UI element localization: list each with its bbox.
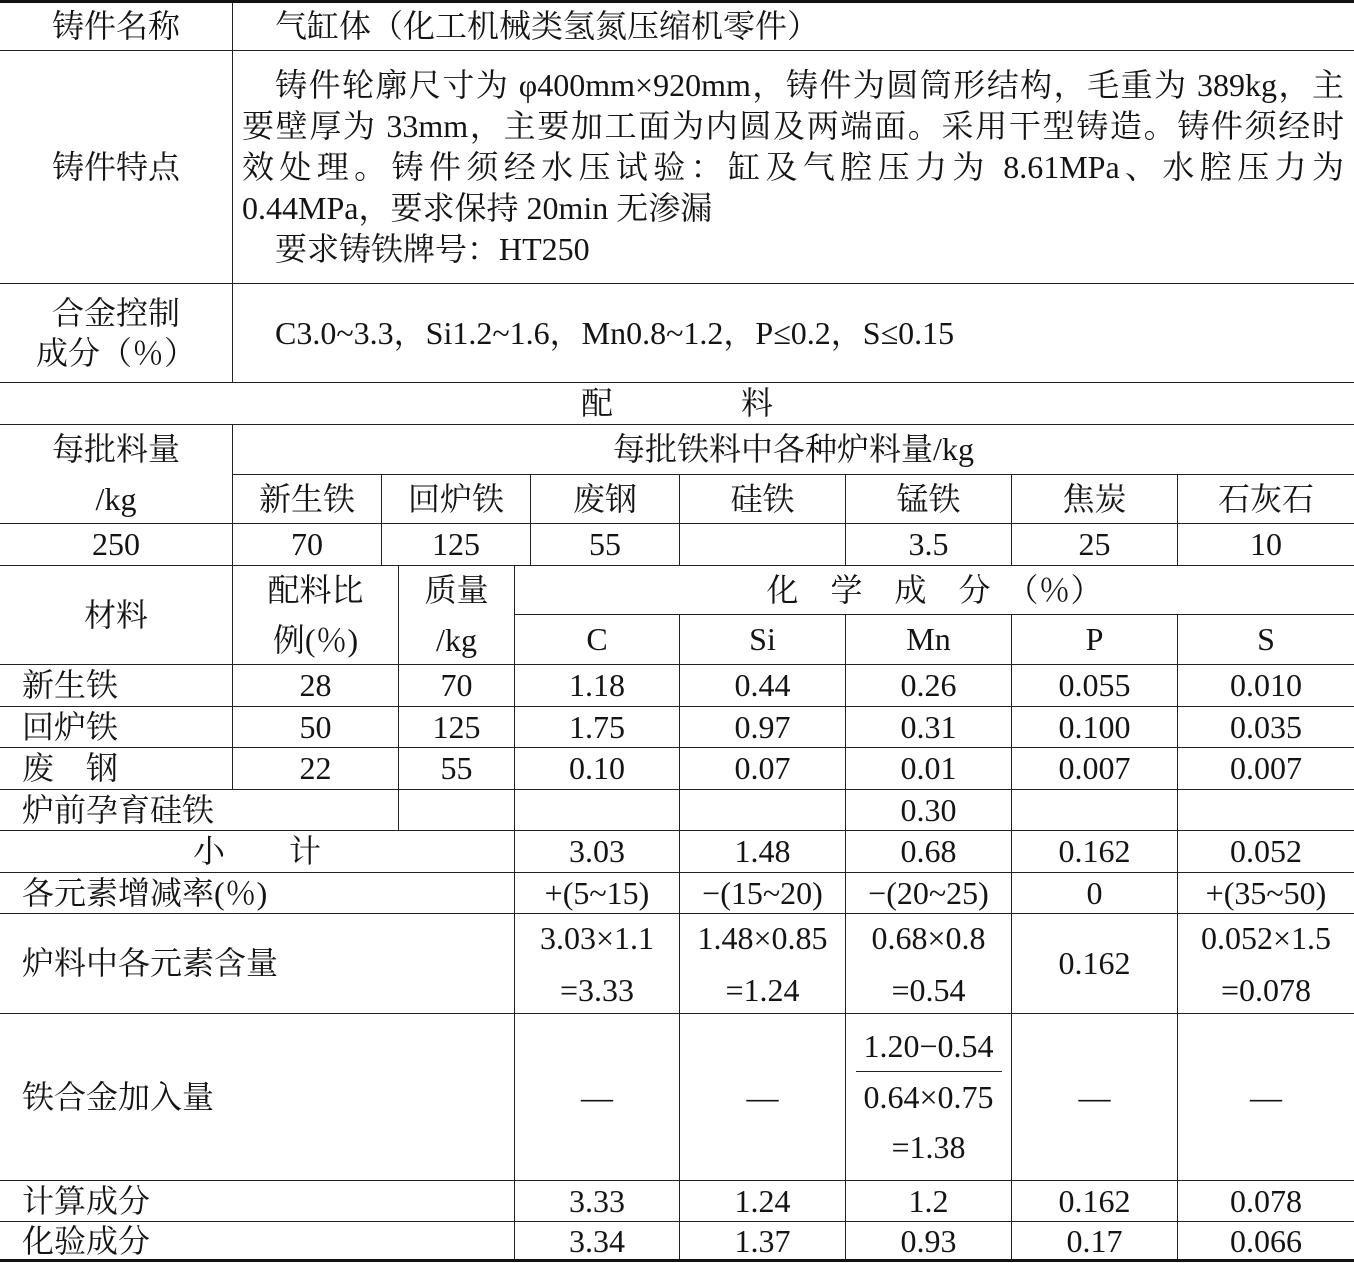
inoculant-label: 炉前孕育硅铁: [0, 790, 399, 831]
features-line: 0.44MPa，要求保持 20min 无渗漏: [242, 190, 713, 226]
composition-cell: 1.75: [515, 707, 680, 748]
charge-amount-cell: 55: [531, 524, 680, 566]
charge-column-header: 石灰石: [1178, 475, 1354, 524]
ferroalloy-cell: —: [1012, 1014, 1178, 1181]
fraction-result: =1.38: [891, 1129, 966, 1165]
calculated-cell: 0.162: [1012, 1181, 1178, 1222]
charge-content-expression: 0.68×0.8: [871, 919, 986, 956]
charge-content-result: =0.078: [1220, 971, 1312, 1008]
fraction-numerator: 1.20−0.54: [856, 1021, 1002, 1072]
charge-column-header: 焦炭: [1012, 475, 1178, 524]
composition-cell: 0.01: [846, 748, 1012, 790]
charge-column-header: 硅铁: [680, 475, 846, 524]
features-line: 效处理。铸件须经水压试验：缸及气腔压力为 8.61MPa、水腔压力为: [242, 149, 1344, 185]
mass-cell: 125: [399, 707, 515, 748]
composition-cell: 0.44: [680, 665, 846, 707]
calculated-cell: 1.2: [846, 1181, 1012, 1222]
ferroalloy-mn-formula: [846, 1014, 1012, 1181]
charge-content-cell: [1178, 914, 1354, 1014]
element-header: Mn: [846, 615, 1012, 665]
alloy-control-label: [0, 284, 233, 383]
assayed-label: 化验成分: [0, 1222, 515, 1260]
batch-size-label: [0, 425, 233, 524]
composition-cell: 0.30: [846, 790, 1012, 831]
material-name: 废 钢: [0, 748, 233, 790]
casting-features-value: [233, 51, 1354, 284]
charge-amount-cell: 125: [382, 524, 531, 566]
charge-content-expression: 0.052×1.5: [1200, 919, 1332, 956]
features-line: 要求铸铁牌号：HT250: [275, 231, 590, 267]
assayed-cell: 0.93: [846, 1222, 1012, 1260]
element-header: C: [515, 615, 680, 665]
subtotal-cell: 1.48: [680, 831, 846, 873]
change-rate-cell: 0: [1012, 873, 1178, 914]
charge-content-cell: [846, 914, 1012, 1014]
charge-amount-cell: 25: [1012, 524, 1178, 566]
charge-column-header: 回炉铁: [382, 475, 531, 524]
composition-cell: 0.97: [680, 707, 846, 748]
composition-cell: 0.007: [1012, 748, 1178, 790]
features-line: 铸件轮廓尺寸为 φ400mm×920mm，铸件为圆筒形结构，毛重为 389kg，主: [275, 67, 1344, 103]
composition-cell: 0.26: [846, 665, 1012, 707]
ferroalloy-cell: —: [680, 1014, 846, 1181]
calculated-cell: 0.078: [1178, 1181, 1354, 1222]
assayed-cell: 1.37: [680, 1222, 846, 1260]
mass-cell: 55: [399, 748, 515, 790]
material-name: 回炉铁: [0, 707, 233, 748]
composition-cell: [680, 790, 846, 831]
ratio-header-line: 配料比: [267, 572, 364, 608]
charge-content-cell: [680, 914, 846, 1014]
fraction-denominator: 0.64×0.75: [863, 1079, 994, 1115]
composition-cell: 0.010: [1178, 665, 1354, 707]
charge-content-result: =1.24: [725, 971, 800, 1008]
charge-column-header: 废钢: [531, 475, 680, 524]
batch-size-value: 250: [0, 524, 233, 566]
charge-content-expression: 1.48×0.85: [697, 919, 828, 956]
composition-cell: [1178, 790, 1354, 831]
ratio-header-line: 例(％): [272, 622, 359, 658]
mass-cell: [399, 790, 515, 831]
change-rate-cell: +(5~15): [515, 873, 680, 914]
element-header: S: [1178, 615, 1354, 665]
subtotal-cell: 0.68: [846, 831, 1012, 873]
material-header: 材料: [0, 566, 233, 665]
element-header: P: [1012, 615, 1178, 665]
charge-content-expression: 3.03×1.1: [539, 919, 655, 956]
calculated-cell: 3.33: [515, 1181, 680, 1222]
mass-cell: 70: [399, 665, 515, 707]
alloy-control-value: C3.0~3.3，Si1.2~1.6，Mn0.8~1.2，P≤0.2，S≤0.15: [233, 284, 1354, 383]
composition-cell: 0.055: [1012, 665, 1178, 707]
mass-header-line: 质量: [424, 572, 489, 608]
composition-cell: 1.18: [515, 665, 680, 707]
casting-name-label: 铸件名称: [0, 3, 233, 51]
change-rate-cell: −(15~20): [680, 873, 846, 914]
change-rate-cell: −(20~25): [846, 873, 1012, 914]
features-line: 要壁厚为 33mm，主要加工面为内圆及两端面。采用干型铸造。铸件须经时: [242, 108, 1344, 144]
bottom-rule: [0, 1259, 1354, 1262]
material-name: 新生铁: [0, 665, 233, 707]
ratio-cell: 28: [233, 665, 399, 707]
composition-cell: [1012, 790, 1178, 831]
composition-cell: 0.31: [846, 707, 1012, 748]
batching-section-title: 配 料: [0, 383, 1354, 425]
charge-content-label: 炉料中各元素含量: [0, 914, 515, 1014]
batch-label-line: 每批料量: [51, 431, 180, 467]
ratio-header: [233, 566, 399, 665]
ferroalloy-label: 铁合金加入量: [0, 1014, 515, 1181]
assayed-cell: 3.34: [515, 1222, 680, 1260]
ratio-cell: 22: [233, 748, 399, 790]
alloy-label-line: 合金控制: [51, 295, 180, 331]
subtotal-cell: 0.052: [1178, 831, 1354, 873]
composition-cell: 0.035: [1178, 707, 1354, 748]
alloy-label-line: 成分（％）: [35, 335, 196, 371]
change-rate-cell: +(35~50): [1178, 873, 1354, 914]
casting-name-value: 气缸体（化工机械类氢氮压缩机零件）: [233, 3, 1354, 51]
subtotal-cell: 3.03: [515, 831, 680, 873]
charge-amount-cell: 3.5: [846, 524, 1012, 566]
ratio-cell: 50: [233, 707, 399, 748]
assayed-cell: 0.066: [1230, 1222, 1302, 1259]
calculated-label: 计算成分: [0, 1181, 515, 1222]
charge-amount-cell: [680, 524, 846, 566]
ferroalloy-cell: —: [515, 1014, 680, 1181]
subtotal-cell: 0.162: [1012, 831, 1178, 873]
charge-content-result: =3.33: [559, 971, 635, 1008]
charge-column-header: 锰铁: [846, 475, 1012, 524]
charge-amount-cell: 70: [233, 524, 382, 566]
charge-column-header: 新生铁: [233, 475, 382, 524]
charge-content-result: =0.54: [891, 971, 966, 1008]
charge-amount-cell: 10: [1178, 524, 1354, 566]
casting-features-label: 铸件特点: [0, 51, 233, 284]
composition-cell: 0.007: [1178, 748, 1354, 790]
charge-amount-header: 每批铁料中各种炉料量/kg: [233, 425, 1354, 475]
charge-content-cell: [515, 914, 680, 1014]
charge-content-cell: 0.162: [1012, 914, 1178, 1014]
subtotal-label: 小 计: [0, 831, 515, 873]
mass-header: [399, 566, 515, 665]
mass-header-unit: /kg: [436, 622, 477, 658]
composition-cell: 0.10: [515, 748, 680, 790]
assayed-cell: 0.17: [1012, 1222, 1178, 1260]
composition-cell: [515, 790, 680, 831]
batch-label-unit: /kg: [95, 481, 137, 517]
composition-cell: 0.100: [1012, 707, 1178, 748]
chemical-composition-header: 化 学 成 分 （％）: [515, 566, 1354, 615]
composition-cell: 0.07: [680, 748, 846, 790]
element-header: Si: [680, 615, 846, 665]
calculated-cell: 1.24: [680, 1181, 846, 1222]
ferroalloy-cell: —: [1178, 1014, 1354, 1181]
change-rate-label: 各元素增减率(％): [0, 873, 515, 914]
